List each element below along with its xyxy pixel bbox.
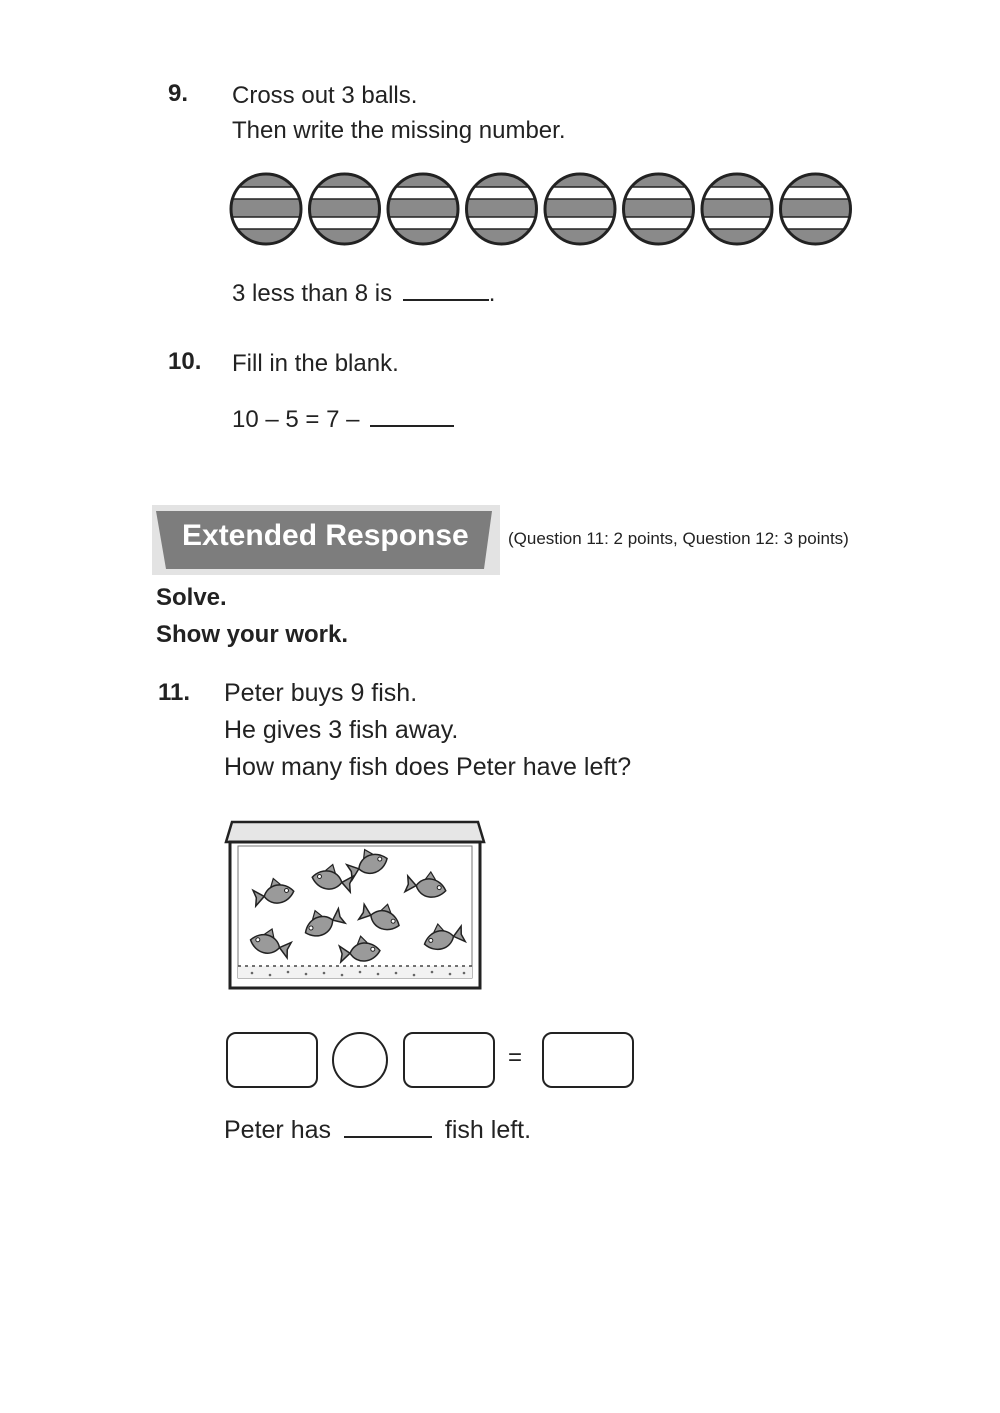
ball[interactable] <box>385 168 465 250</box>
q9-instruction-1: Cross out 3 balls. <box>232 82 418 109</box>
q9-sentence-suffix: . <box>488 280 496 307</box>
section-title: Extended Response <box>182 519 469 552</box>
q11-answer-prefix: Peter has <box>224 1116 332 1144</box>
points-note: (Question 11: 2 points, Question 12: 3 points) <box>508 529 849 548</box>
q9-number: 9. <box>168 80 189 107</box>
q11-line-1: Peter buys 9 fish. <box>224 679 418 707</box>
ball[interactable] <box>464 168 544 250</box>
fish-tank <box>222 816 488 994</box>
q9-answer-blank[interactable] <box>403 279 489 301</box>
ball[interactable] <box>307 168 387 250</box>
q11-answer-line <box>224 1112 531 1149</box>
q11-answer-blank[interactable] <box>344 1116 432 1138</box>
q10-equation-line <box>232 402 454 437</box>
q11-answer-suffix: fish left. <box>444 1116 532 1144</box>
q10-instruction: Fill in the blank. <box>232 350 399 377</box>
q9-sentence <box>232 276 495 311</box>
q11-line-3: How many fish does Peter have left? <box>224 753 632 781</box>
operator-circle[interactable] <box>332 1032 388 1088</box>
ball[interactable] <box>542 168 622 250</box>
equation-box-result[interactable] <box>542 1032 634 1088</box>
q11-line-2: He gives 3 fish away. <box>224 716 459 744</box>
ball[interactable] <box>228 168 308 250</box>
equation-box-1[interactable] <box>226 1032 318 1088</box>
equals-sign: = <box>508 1044 523 1071</box>
equation-box-2[interactable] <box>403 1032 495 1088</box>
q10-equation: 10 – 5 = 7 – <box>232 406 360 433</box>
q9-sentence-prefix: 3 less than 8 is <box>232 280 393 307</box>
q10-number: 10. <box>168 348 202 375</box>
ball[interactable] <box>621 168 701 250</box>
q11-number: 11. <box>158 679 191 706</box>
ball[interactable] <box>778 168 858 250</box>
show-work-instruction: Show your work. <box>156 621 349 648</box>
q9-instruction-2: Then write the missing number. <box>232 117 566 144</box>
solve-instruction: Solve. <box>156 584 227 611</box>
balls-row <box>228 168 868 250</box>
ball[interactable] <box>699 168 779 250</box>
q10-answer-blank[interactable] <box>370 405 454 427</box>
